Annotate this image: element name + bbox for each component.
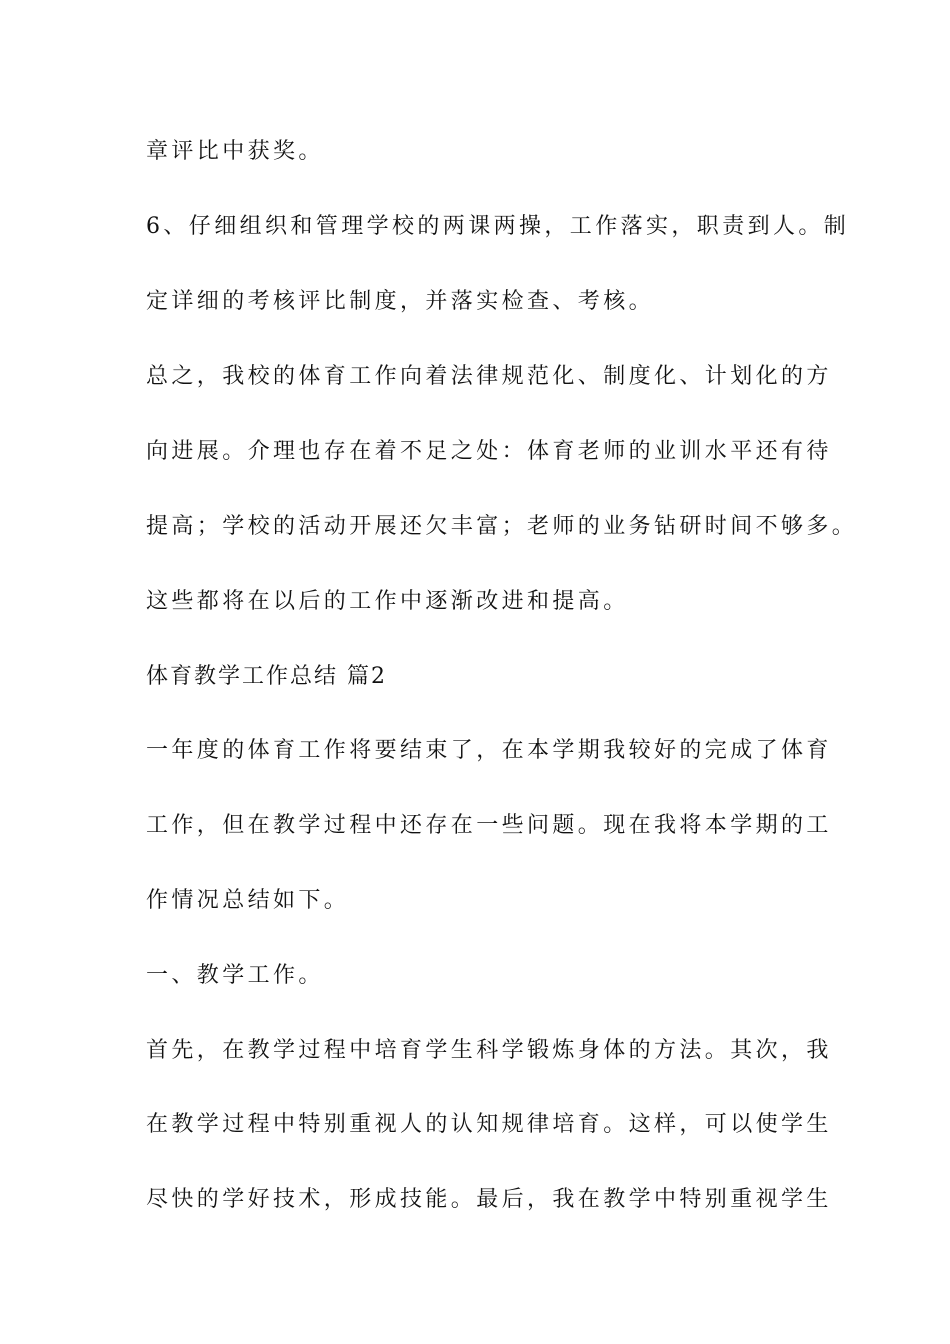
subheading: 一、教学工作。 [146, 963, 324, 988]
paragraph-line: 章评比中获奖。 [146, 139, 324, 164]
paragraph-line: 尽快的学好技术，形成技能。最后，我在教学中特别重视学生 [146, 1187, 832, 1212]
paragraph-line: 总之，我校的体育工作向着法律规范化、制度化、计划化的方 [146, 364, 832, 389]
section-heading: 体育教学工作总结 篇2 [146, 664, 387, 689]
paragraph-line: 在教学过程中特别重视人的认知规律培育。这样，可以使学生 [146, 1112, 832, 1137]
paragraph-line: 工作，但在教学过程中还存在一些问题。现在我将本学期的工 [146, 813, 832, 838]
paragraph-line: 提高；学校的活动开展还欠丰富；老师的业务钻研时间不够多。 [146, 514, 858, 539]
paragraph-line: 一年度的体育工作将要结束了，在本学期我较好的完成了体育 [146, 738, 832, 763]
paragraph-line: 首先，在教学过程中培育学生科学锻炼身体的方法。其次，我 [146, 1038, 832, 1063]
paragraph-line: 这些都将在以后的工作中逐渐改进和提高。 [146, 589, 629, 614]
paragraph-line: 作情况总结如下。 [146, 888, 350, 913]
paragraph-line: 向进展。介理也存在着不足之处：体育老师的业训水平还有待 [146, 439, 832, 464]
paragraph-line: 定详细的考核评比制度，并落实检查、考核。 [146, 289, 655, 314]
paragraph-line: 6、仔细组织和管理学校的两课两操，工作落实，职责到人。制 [146, 214, 850, 239]
